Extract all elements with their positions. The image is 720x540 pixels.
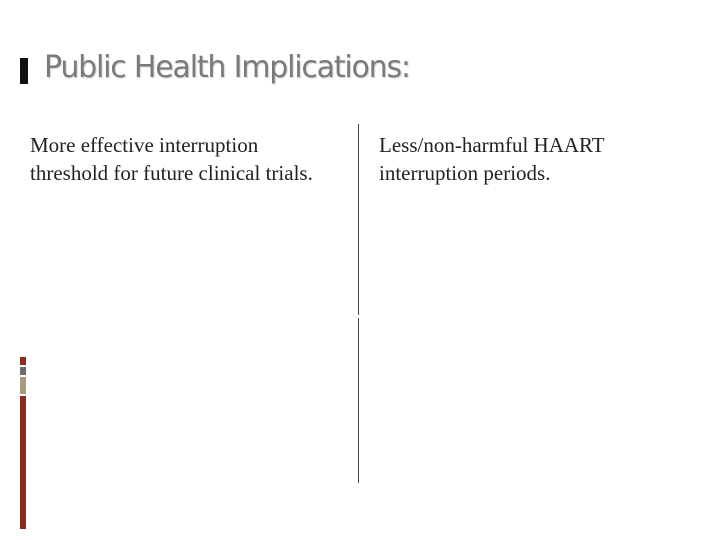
left-column bbox=[30, 131, 313, 187]
accent-bar-red-bottom bbox=[20, 396, 26, 529]
right-column-line-2: interruption periods. bbox=[379, 161, 551, 185]
right-column bbox=[379, 131, 605, 187]
accent-bar-gray bbox=[20, 367, 26, 375]
accent-bar-red-top bbox=[20, 357, 26, 365]
column-divider-upper bbox=[358, 124, 359, 315]
slide-title: Public Health Implications: bbox=[44, 50, 410, 85]
left-column-line-1: More effective interruption bbox=[30, 133, 259, 157]
column-divider-lower bbox=[358, 318, 359, 483]
left-column-line-2: threshold for future clinical trials. bbox=[30, 161, 313, 185]
accent-bar-tan bbox=[20, 377, 26, 394]
right-column-line-1: Less/non-harmful HAART bbox=[379, 133, 605, 157]
title-marker bbox=[20, 58, 28, 84]
